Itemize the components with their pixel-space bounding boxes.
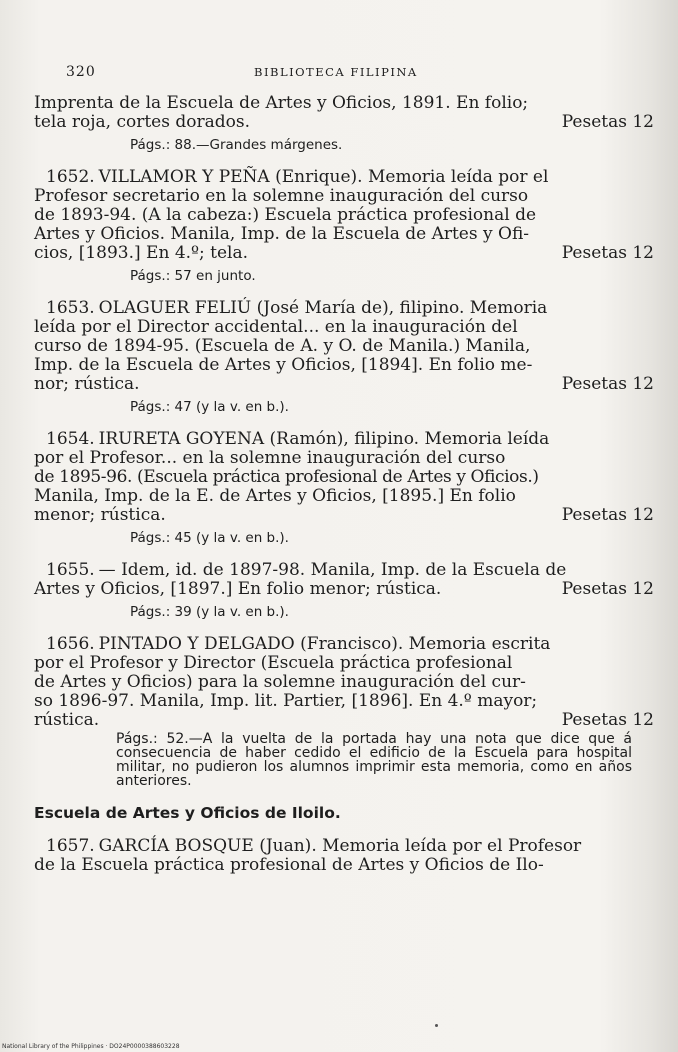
catalog-entry	[34, 561, 654, 622]
pages-note: Págs.: 39 (y la v. en b.).	[130, 604, 289, 620]
text-line-content: — Idem, id. de 1897-98. Manila, Imp. de la Escuela de	[98, 560, 567, 580]
entry-number: 1654.	[46, 429, 95, 449]
text-line: de 1893-94. (A la cabeza:) Escuela práctica profesional de	[34, 205, 537, 225]
text-line: de 1895-96. (Escuela práctica profesional de Artes y Oficios.)	[34, 467, 539, 487]
price: Pesetas 12	[561, 112, 654, 132]
text-line: de Artes y Oficios) para la solemne inauguración del cur-	[34, 672, 526, 692]
speck	[435, 1024, 438, 1027]
text-line: de la Escuela práctica profesional de Artes y Oficios de Ilo-	[34, 855, 544, 875]
pages-note: Págs.: 57 en junto.	[130, 268, 256, 284]
price: Pesetas 12	[561, 579, 654, 599]
text-line-content: OLAGUER FELIÚ (José María de), filipino. Memoria	[98, 298, 548, 318]
text-line	[46, 635, 654, 654]
text-line-content: menor; rústica.	[34, 505, 166, 525]
scan-footer: National Library of the Philippines · DO24P0000388603228	[2, 1043, 180, 1050]
entry-number: 1653.	[46, 298, 95, 318]
text-line: Manila, Imp. de la E. de Artes y Oficios, [1895.] En folio	[34, 486, 516, 506]
text-line	[46, 168, 654, 187]
price: Pesetas 12	[561, 243, 654, 263]
text-line: Imp. de la Escuela de Artes y Oficios, [1894]. En folio me-	[34, 355, 533, 375]
text-line: por el Profesor y Director (Escuela práctica profesional	[34, 653, 513, 673]
text-line: curso de 1894-95. (Escuela de A. y O. de Manila.) Manila,	[34, 336, 531, 356]
text-line	[46, 299, 654, 318]
text-line: Profesor secretario en la solemne inauguración del curso	[34, 186, 529, 206]
price: Pesetas 12	[561, 505, 654, 525]
entry-number: 1657.	[46, 836, 95, 856]
text-line: por el Profesor... en la solemne inauguración del curso	[34, 448, 506, 468]
page-number: 320	[66, 64, 96, 80]
running-title: BIBLIOTECA FILIPINA	[254, 65, 418, 79]
text-line	[46, 430, 654, 449]
text-line-content: PINTADO Y DELGADO (Francisco). Memoria escrita	[98, 634, 551, 654]
text-line: Artes y Oficios. Manila, Imp. de la Escuela de Artes y Ofi-	[34, 224, 530, 244]
entry-number: 1652.	[46, 167, 95, 187]
text-line-content: Artes y Oficios, [1897.] En folio menor; rústica.	[34, 579, 442, 599]
price: Pesetas 12	[561, 374, 654, 394]
pages-note: Págs.: 88.—Grandes márgenes.	[130, 137, 343, 153]
price: Pesetas 12	[561, 710, 654, 730]
entry-number: 1655.	[46, 560, 95, 580]
text-line-content: VILLAMOR Y PEÑA (Enrique). Memoria leída por el	[98, 167, 549, 187]
text-line-content: tela roja, cortes dorados.	[34, 112, 250, 132]
text-line	[34, 506, 654, 525]
catalog-entry	[34, 430, 654, 548]
text-line: Imprenta de la Escuela de Artes y Oficios, 1891. En folio;	[34, 93, 529, 113]
catalog-entry	[34, 837, 654, 875]
text-line	[34, 244, 654, 263]
catalog-entry	[34, 635, 654, 788]
catalog-entry	[34, 168, 654, 286]
pages-note: Págs.: 45 (y la v. en b.).	[130, 530, 289, 546]
text-line	[46, 837, 654, 856]
text-line	[46, 561, 654, 580]
section-heading: Escuela de Artes y Oficios de Iloilo.	[34, 804, 341, 822]
text-line-content: cios, [1893.] En 4.º; tela.	[34, 243, 249, 263]
pages-note: Págs.: 47 (y la v. en b.).	[130, 399, 289, 415]
text-line: leída por el Director accidental... en la inauguración del	[34, 317, 518, 337]
text-line-content: rústica.	[34, 710, 100, 730]
catalog-entry	[34, 299, 654, 417]
text-line	[34, 711, 654, 730]
entry-number: 1656.	[46, 634, 95, 654]
text-line-content: IRURETA GOYENA (Ramón), filipino. Memoria leída	[98, 429, 550, 449]
pages-note-long: Págs.: 52.—A la vuelta de la portada hay una nota que dice que á consecuencia de haber cedido el edificio de la Escuela para hospital militar, no pudieron los alumnos imprimir esta memoria, como en años anteriores.	[116, 731, 632, 789]
text-line	[34, 580, 654, 599]
text-line: so 1896-97. Manila, Imp. lit. Partier, [1896]. En 4.º mayor;	[34, 691, 538, 711]
text-line	[34, 375, 654, 394]
page-body	[34, 94, 654, 875]
continuation-entry	[34, 94, 654, 155]
text-line-content: nor; rústica.	[34, 374, 140, 394]
text-line-content: GARCÍA BOSQUE (Juan). Memoria leída por el Profesor	[98, 836, 582, 856]
text-line	[34, 113, 654, 132]
